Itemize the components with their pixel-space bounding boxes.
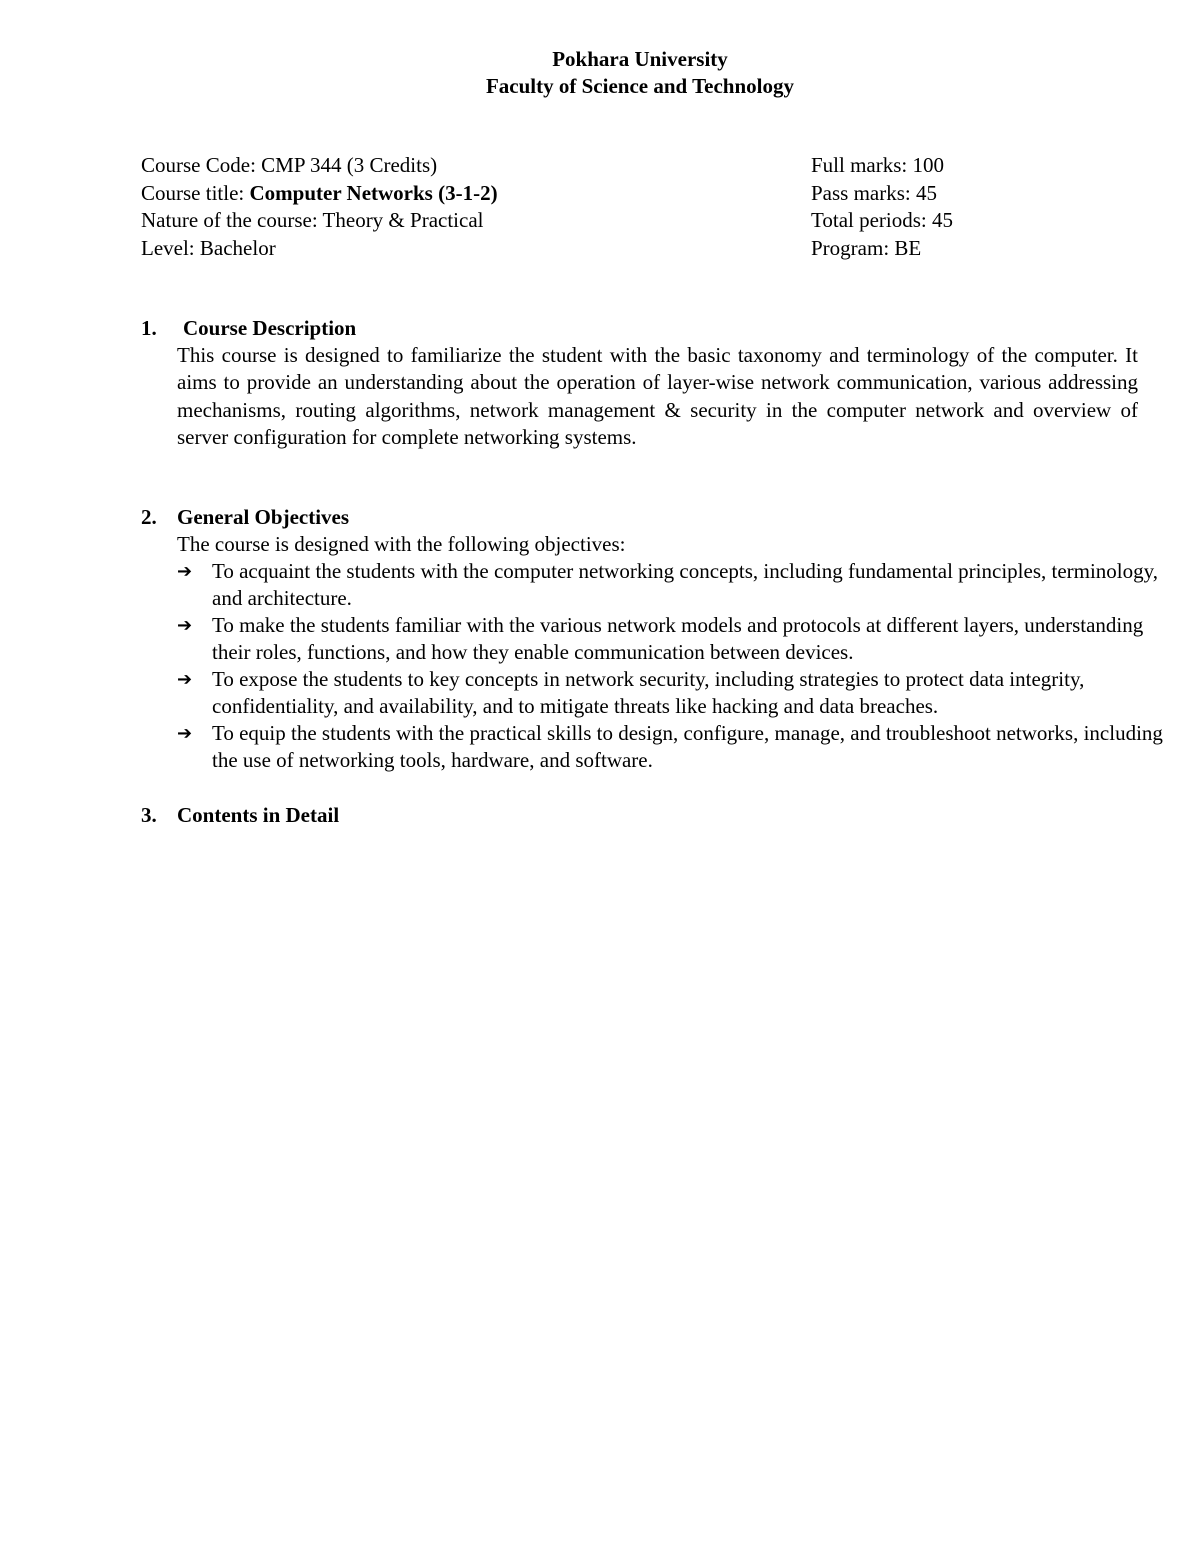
section-general-objectives	[141, 504, 1163, 774]
section-number: 1.	[141, 316, 157, 340]
course-description-text: This course is designed to familiarize the student with the basic taxonomy and terminology of the computer. It aims to provide an understanding about the operation of layer-wise network communication, various addressing mechanisms, routing algorithms, network management & security in the computer network and overview of server configuration for complete networking systems.	[177, 343, 1138, 450]
document-header	[0, 46, 1200, 100]
total-periods: Total periods: 45	[811, 208, 954, 232]
right-arrow-icon: ➔	[177, 561, 193, 582]
course-title-line	[141, 180, 781, 208]
section-title: Course Description	[183, 316, 357, 340]
list-item	[177, 612, 1167, 666]
section-number: 3.	[141, 803, 157, 827]
list-item	[177, 720, 1167, 774]
course-info-right	[811, 152, 1151, 262]
course-title-label: Course title:	[141, 180, 245, 205]
course-info-left	[141, 152, 781, 262]
university-name: Pokhara University	[552, 47, 728, 71]
pass-marks: Pass marks: 45	[811, 180, 937, 205]
objective-text: To acquaint the students with the computer networking concepts, including fundamental principles, terminology, and architecture.	[212, 559, 1159, 610]
objectives-intro: The course is designed with the following objectives:	[177, 532, 626, 556]
course-level: Level: Bachelor	[141, 235, 276, 260]
right-arrow-icon: ➔	[177, 615, 193, 636]
course-code: Course Code: CMP 344 (3 Credits)	[141, 153, 438, 177]
list-item	[177, 666, 1167, 720]
course-nature: Nature of the course: Theory & Practical	[141, 208, 484, 232]
program: Program: BE	[811, 235, 922, 260]
list-item	[177, 558, 1167, 612]
objective-text: To make the students familiar with the various network models and protocols at different layers, understanding their roles, functions, and how they enable communication between devices.	[212, 613, 1144, 664]
section-title: Contents in Detail	[177, 803, 340, 827]
section-heading	[141, 802, 1141, 829]
section-number: 2.	[141, 505, 157, 529]
objective-text: To expose the students to key concepts in network security, including strategies to protect data integrity, confidentiality, and availability, and to mitigate threats like hacking and data breaches.	[212, 667, 1085, 718]
section-course-description	[141, 315, 1141, 452]
right-arrow-icon: ➔	[177, 723, 193, 744]
section-heading	[141, 315, 1141, 342]
faculty-name: Faculty of Science and Technology	[485, 74, 795, 98]
section-contents-in-detail	[141, 802, 1141, 829]
section-title: General Objectives	[177, 505, 350, 529]
course-title-value: Computer Networks (3-1-2)	[249, 180, 498, 205]
section-heading	[141, 504, 1141, 531]
objectives-list	[177, 558, 1167, 774]
objective-text: To equip the students with the practical skills to design, configure, manage, and troubleshoot networks, including the use of networking tools, hardware, and software.	[212, 721, 1163, 772]
right-arrow-icon: ➔	[177, 669, 193, 690]
full-marks: Full marks: 100	[811, 153, 945, 177]
